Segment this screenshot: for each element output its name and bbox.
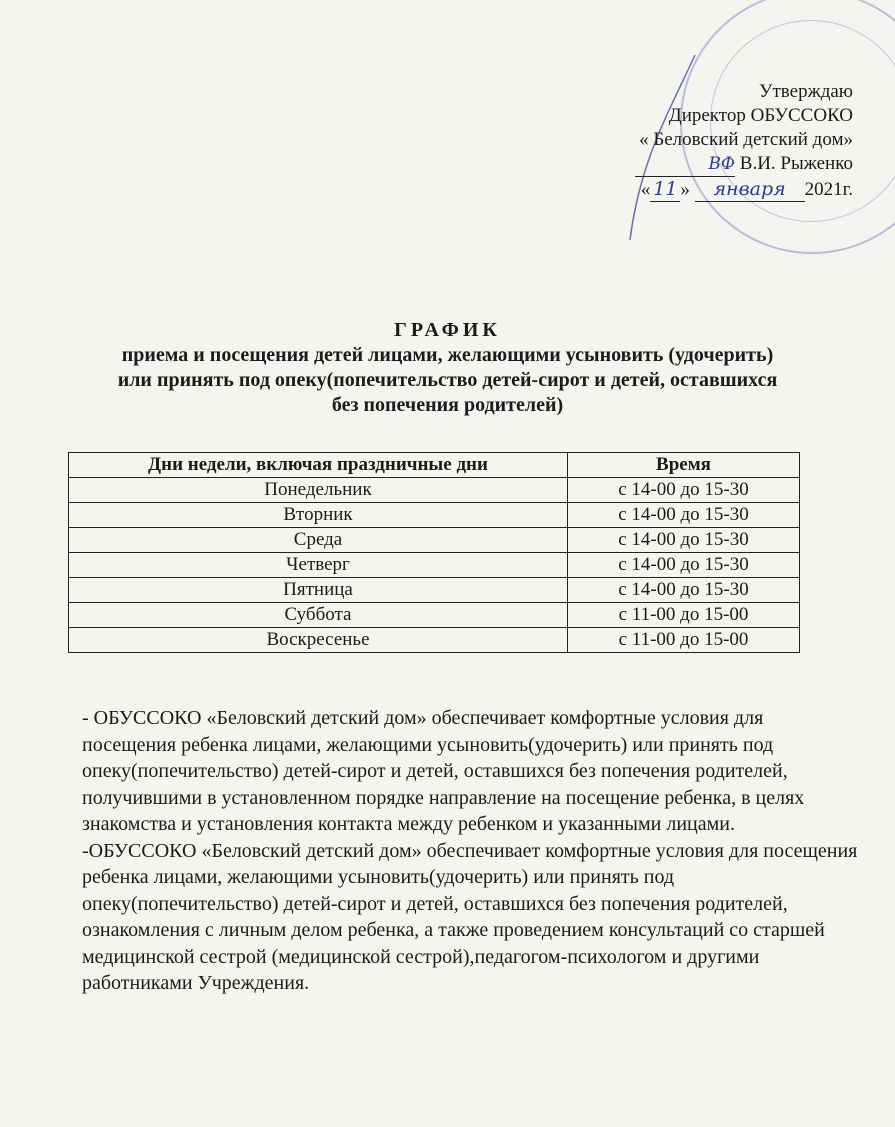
- time-cell: с 14-00 до 15-30: [568, 578, 800, 603]
- handwritten-signature: ВФ: [708, 154, 736, 174]
- day-cell: Вторник: [69, 503, 568, 528]
- time-cell: с 11-00 до 15-00: [568, 603, 800, 628]
- date-month: января: [695, 177, 805, 202]
- paragraph-1: - ОБУССОКО «Беловский детский дом» обеспечивает комфортные условия для посещения ребенка лицами, желающими усыновить(удочерить) или принять под опеку(попечительство) детей-сирот и детей, оставшихся без попечения родителей, получившими в установленном порядке направление на посещение ребенка, в целях знакомства и установления контакта между ребенком и указанными лицами.: [82, 707, 805, 835]
- table-row: [69, 528, 800, 553]
- day-cell: Пятница: [69, 578, 568, 603]
- table-row: [69, 553, 800, 578]
- approval-block: [635, 80, 853, 202]
- time-cell: с 14-00 до 15-30: [568, 478, 800, 503]
- header-days: Дни недели, включая праздничные дни: [69, 453, 568, 478]
- approval-organization: « Беловский детский дом»: [639, 129, 853, 150]
- document-subtitle-line-3: без попечения родителей): [331, 394, 564, 416]
- time-cell: с 14-00 до 15-30: [568, 528, 800, 553]
- document-subtitle-line-2: или принять под опеку(попечительство детей-сирот и детей, оставшихся: [117, 369, 778, 391]
- table-row: [69, 503, 800, 528]
- day-cell: Четверг: [69, 553, 568, 578]
- time-cell: с 11-00 до 15-00: [568, 628, 800, 653]
- approval-signature-line: [635, 152, 853, 177]
- day-cell: Понедельник: [69, 478, 568, 503]
- body-text: [82, 705, 862, 997]
- document-title-block: [40, 318, 855, 418]
- date-year: 2021г.: [804, 179, 853, 200]
- date-open-quote: «: [640, 179, 651, 200]
- table-row: [69, 478, 800, 503]
- day-cell: Воскресенье: [69, 628, 568, 653]
- table-row: [69, 628, 800, 653]
- time-cell: с 14-00 до 15-30: [568, 503, 800, 528]
- signatory-name: В.И. Рыженко: [739, 153, 853, 174]
- approval-position: Директор ОБУССОКО: [668, 105, 853, 126]
- approval-date: [635, 177, 853, 202]
- table-row: [69, 603, 800, 628]
- day-cell: Суббота: [69, 603, 568, 628]
- signature-field: [635, 152, 735, 177]
- approval-title: Утверждаю: [759, 81, 853, 102]
- document-subtitle-line-1: приема и посещения детей лицами, желающими усыновить (удочерить): [121, 344, 774, 366]
- table-header-row: [69, 453, 800, 478]
- date-close-quote: »: [680, 179, 690, 200]
- table-row: [69, 578, 800, 603]
- day-cell: Среда: [69, 528, 568, 553]
- header-time: Время: [568, 453, 800, 478]
- date-day: 11: [650, 177, 680, 202]
- document-heading: ГРАФИК: [394, 319, 501, 341]
- time-cell: с 14-00 до 15-30: [568, 553, 800, 578]
- paragraph-2: -ОБУССОКО «Беловский детский дом» обеспечивает комфортные условия для посещения ребенка лицами, желающими усыновить(удочерить) или принять под опеку(попечительство) детей-сирот и детей, оставшихся без попечения родителей, ознакомления с личным делом ребенка, а также проведением консультаций со старшей медицинской сестрой (медицинской сестрой),педагогом-психологом и другими работниками Учреждения.: [82, 839, 858, 994]
- schedule-table: [68, 452, 800, 653]
